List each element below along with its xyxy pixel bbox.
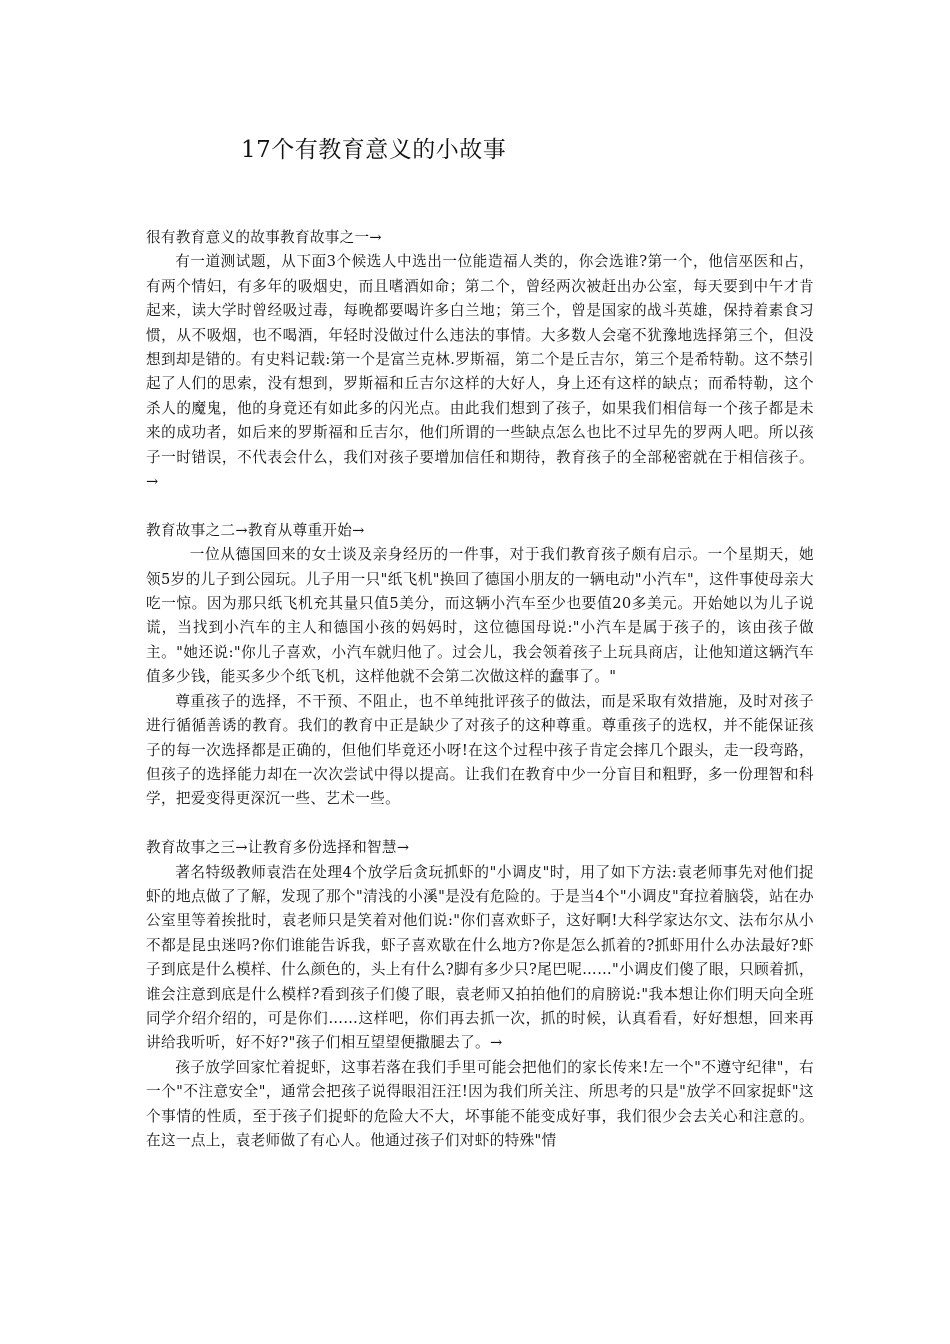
story-3-paragraph-1: 著名特级教师袁浩在处理4个放学后贪玩抓虾的"小调皮"时，用了如下方法:袁老师事先对他们捉虾的地点做了了解，发现了那个"清浅的小溪"是没有危险的。于是当4个"小调皮"耷拉着脑袋，站在办公室里等着挨批时，袁老师只是笑着对他们说:"你们喜欢虾子，这好啊!大科学家达尔文、法布尔从小不都是昆虫迷吗?你们谁能告诉我，虾子喜欢歇在什么地方?你是怎么抓着的?抓虾用什么办法最好?虾子到底是什么模样、什么颜色的，头上有什么?脚有多少只?尾巴呢……"小调皮们傻了眼，只顾着抓，谁会注意到底是什么模样?看到孩子们傻了眼，袁老师又拍拍他们的肩膀说:"我本想让你们明天向全班同学介绍介绍的，可是你们……这样吧，你们再去抓一次，抓的时候，认真看看，好好想想，回来再讲给我听听，好不好?"孩子们相互望望便撒腿去了。→ xyxy=(146,863,814,1052)
story-2-heading: 教育故事之二→教育从尊重开始→ xyxy=(146,521,365,539)
story-2-paragraph-1: 一位从德国回来的女士谈及亲身经历的一件事，对于我们教育孩子颇有启示。一个星期天，她领5岁的儿子到公园玩。儿子用一只"纸飞机"换回了德国小朋友的一辆电动"小汽车"，这件事使母亲大吃一惊。因为那只纸飞机充其量只值5美分，而这辆小汽车至少也要值20多美元。开始她以为儿子说谎，当找到小汽车的主人和德国小孩的妈妈时，这位德国母说:"小汽车是属于孩子的，该由孩子做主。"她还说:"你儿子喜欢，小汽车就归他了。过会儿，我会领着孩子上玩具商店，让他知道这辆汽车值多少钱，能买多少个纸飞机，这样他就不会第二次做这样的蠢事了。" xyxy=(146,546,814,686)
document-title: 17个有教育意义的小故事 xyxy=(241,137,507,163)
story-3-heading: 教育故事之三→让教育多份选择和智慧→ xyxy=(146,839,410,857)
blank-line xyxy=(146,494,814,518)
story-2-paragraph-2: 尊重孩子的选择，不干预、不阻止，也不单纯批评孩子的做法，而是采取有效措施，及时对孩子进行循循善诱的教育。我们的教育中正是缺少了对孩子的这种尊重。尊重孩子的选权，并不能保证孩子的每一次选择都是正确的，但他们毕竟还小呀!在这个过程中孩子肯定会摔几个跟头，走一段弯路，但孩子的选择能力却在一次次尝试中得以提高。让我们在教育中少一分盲目和粗野，多一份理智和科学，把爱变得更深沉一些、艺术一些。 xyxy=(146,692,814,808)
blank-line xyxy=(146,812,814,836)
document-body xyxy=(146,226,814,1153)
story-1-heading: 很有教育意义的故事教育故事之一→ xyxy=(146,229,382,246)
story-3-paragraph-2: 孩子放学回家忙着捉虾，这事若落在我们手里可能会把他们的家长传来!左一个"不遵守纪律"，右一个"不注意安全"，通常会把孩子说得眼泪汪汪!因为我们所关注、所思考的只是"放学不回家捉虾"这个事情的性质，至于孩子们捉虾的危险大不大，坏事能不能变成好事，我们很少会去关心和注意的。在这一点上，袁老师做了有心人。他通过孩子们对虾的特殊"情 xyxy=(146,1058,814,1149)
story-1-paragraph-1: 有一道测试题，从下面3个候选人中选出一位能造福人类的，你会选谁?第一个，他信巫医和占，有两个情妇，有多年的吸烟史，而且嗜酒如命；第二个，曾经两次被赶出办公室，每天要到中午才肯起来，读大学时曾经吸过毒，每晚都要喝许多白兰地；第三个，曾是国家的战斗英雄，保持着素食习惯，从不吸烟，也不喝酒，年轻时没做过什么违法的事情。大多数人会毫不犹豫地选择第三个，但没想到却是错的。有史料记载:第一个是富兰克林.罗斯福，第二个是丘吉尔，第三个是希特勒。这不禁引起了人们的思索，没有想到，罗斯福和丘吉尔这样的大好人，身上还有这样的缺点；而希特勒，这个杀人的魔鬼，他的身竟还有如此多的闪光点。由此我们想到了孩子，如果我们相信每一个孩子都是未来的成功者，如后来的罗斯福和丘吉尔，他们所谓的一些缺点怎么也比不过早先的罗两人吧。所以孩子一时错误，不代表会什么，我们对孩子要增加信任和期待，教育孩子的全部秘密就在于相信孩子。→ xyxy=(146,253,814,491)
